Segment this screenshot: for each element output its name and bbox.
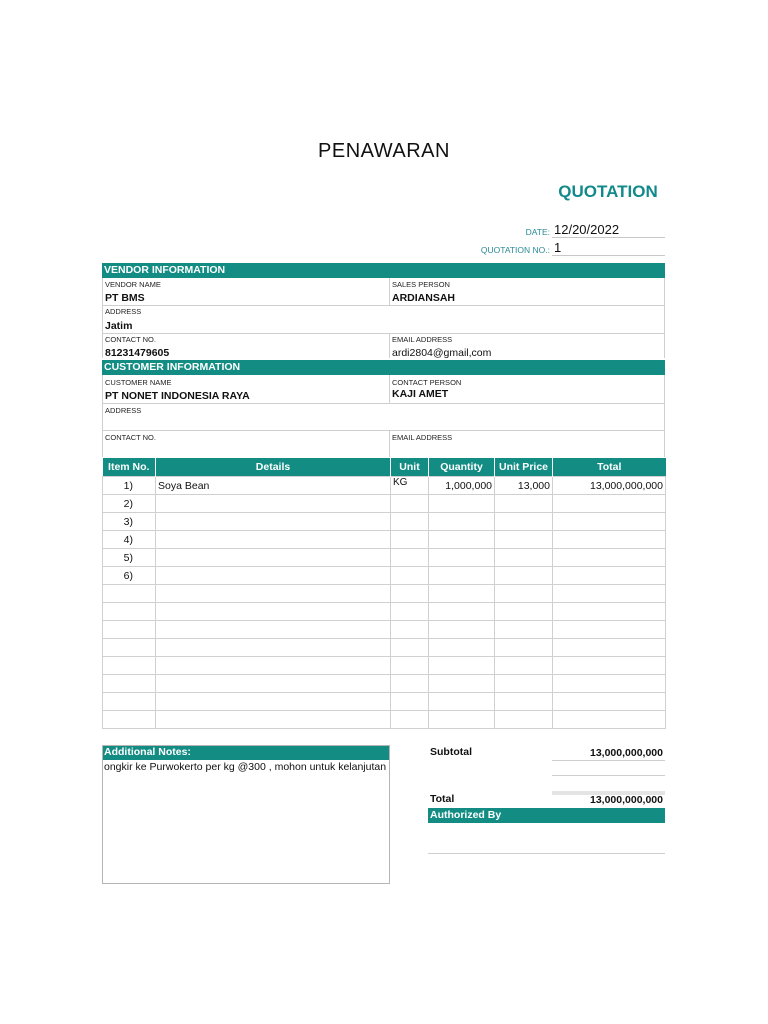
date-underline: [552, 237, 665, 238]
customer-row-line-2: [102, 430, 665, 431]
table-row: [103, 657, 666, 675]
quotation-no-value[interactable]: 1: [554, 240, 562, 255]
unit-price-cell[interactable]: [495, 711, 553, 729]
customer-name-label: CUSTOMER NAME: [105, 378, 172, 387]
quantity-cell[interactable]: [429, 567, 495, 585]
unit-price-cell[interactable]: [495, 513, 553, 531]
total-cell[interactable]: [553, 639, 666, 657]
unit-price-cell[interactable]: [495, 621, 553, 639]
items-body: [103, 477, 666, 729]
item-no-cell[interactable]: [103, 603, 156, 621]
table-row: [103, 567, 666, 585]
total-value: 13,000,000,000: [590, 794, 663, 806]
details-cell[interactable]: [156, 603, 391, 621]
signature-line[interactable]: [428, 853, 665, 854]
item-no-cell[interactable]: [103, 675, 156, 693]
unit-price-cell[interactable]: [495, 657, 553, 675]
subtotal-underline: [552, 760, 665, 761]
total-cell[interactable]: [553, 531, 666, 549]
quotation-no-underline: [552, 255, 665, 256]
item-no-cell[interactable]: 1): [103, 477, 156, 495]
document-title: PENAWARAN: [318, 140, 450, 162]
unit-cell[interactable]: [391, 549, 429, 567]
unit-cell[interactable]: [391, 567, 429, 585]
customer-email-label: EMAIL ADDRESS: [392, 433, 453, 442]
unit-price-cell[interactable]: [495, 639, 553, 657]
sales-person-label: SALES PERSON: [392, 280, 450, 289]
total-cell[interactable]: [553, 495, 666, 513]
col-header-quantity: Quantity: [429, 458, 495, 477]
unit-price-cell[interactable]: [495, 549, 553, 567]
vendor-email-label: EMAIL ADDRESS: [392, 335, 453, 344]
customer-left-border: [102, 375, 103, 457]
unit-price-cell[interactable]: [495, 567, 553, 585]
total-cell[interactable]: [553, 621, 666, 639]
details-cell[interactable]: [156, 531, 391, 549]
vendor-address-value[interactable]: Jatim: [105, 320, 133, 332]
unit-cell[interactable]: [391, 603, 429, 621]
table-row: [103, 693, 666, 711]
details-cell[interactable]: [156, 585, 391, 603]
total-cell[interactable]: [553, 603, 666, 621]
total-cell[interactable]: [553, 711, 666, 729]
quantity-cell[interactable]: [429, 675, 495, 693]
table-row: [103, 495, 666, 513]
notes-text[interactable]: ongkir ke Purwokerto per kg @300 , mohon untuk kelanjutan: [104, 761, 387, 773]
vendor-email-value[interactable]: ardi2804@gmail,com: [392, 347, 492, 359]
unit-cell[interactable]: [391, 531, 429, 549]
unit-price-cell[interactable]: [495, 585, 553, 603]
unit-cell[interactable]: [391, 693, 429, 711]
authorized-by-header: Authorized By: [428, 808, 665, 823]
vendor-row-line-1: [102, 305, 665, 306]
unit-cell[interactable]: [391, 585, 429, 603]
vendor-contact-value[interactable]: 81231479605: [105, 347, 170, 359]
item-no-cell[interactable]: [103, 639, 156, 657]
total-cell[interactable]: [553, 585, 666, 603]
quantity-cell[interactable]: 1,000,000: [429, 477, 495, 495]
item-no-cell[interactable]: 2): [103, 495, 156, 513]
vendor-divider-2: [389, 333, 390, 358]
table-row: [103, 477, 666, 495]
customer-contact-label: CONTACT NO.: [105, 433, 156, 442]
table-row: [103, 639, 666, 657]
contact-person-label: CONTACT PERSON: [392, 378, 462, 387]
details-cell[interactable]: [156, 621, 391, 639]
date-value[interactable]: 12/20/2022: [554, 222, 620, 237]
customer-name-value[interactable]: PT NONET INDONESIA RAYA: [105, 390, 250, 402]
quantity-cell[interactable]: [429, 513, 495, 531]
unit-cell[interactable]: [391, 711, 429, 729]
quantity-cell[interactable]: [429, 639, 495, 657]
details-cell[interactable]: [156, 567, 391, 585]
quantity-cell[interactable]: [429, 657, 495, 675]
details-cell[interactable]: [156, 657, 391, 675]
subtotal-label: Subtotal: [430, 746, 472, 758]
unit-price-cell[interactable]: [495, 603, 553, 621]
vendor-section-header: VENDOR INFORMATION: [102, 263, 665, 278]
quantity-cell[interactable]: [429, 549, 495, 567]
vendor-name-label: VENDOR NAME: [105, 280, 161, 289]
total-cell[interactable]: [553, 549, 666, 567]
table-row: [103, 711, 666, 729]
subtotal-value: 13,000,000,000: [590, 747, 663, 759]
total-cell[interactable]: [553, 675, 666, 693]
details-cell[interactable]: [156, 513, 391, 531]
details-cell[interactable]: [156, 639, 391, 657]
item-no-cell[interactable]: 6): [103, 567, 156, 585]
col-header-total: Total: [553, 458, 666, 477]
quantity-cell[interactable]: [429, 603, 495, 621]
details-cell[interactable]: [156, 693, 391, 711]
customer-divider-2: [389, 430, 390, 457]
vendor-address-label: ADDRESS: [105, 307, 142, 316]
customer-section-header: CUSTOMER INFORMATION: [102, 360, 665, 375]
item-no-cell[interactable]: 5): [103, 549, 156, 567]
date-label: DATE:: [525, 227, 550, 237]
table-row: [103, 531, 666, 549]
unit-price-cell[interactable]: [495, 675, 553, 693]
details-cell[interactable]: Soya Bean: [156, 477, 391, 495]
table-row: [103, 585, 666, 603]
table-row: [103, 513, 666, 531]
quantity-cell[interactable]: [429, 585, 495, 603]
table-row: [103, 675, 666, 693]
col-header-details: Details: [156, 458, 391, 477]
col-header-unit-price: Unit Price: [495, 458, 553, 477]
item-no-cell[interactable]: [103, 693, 156, 711]
unit-cell[interactable]: [391, 657, 429, 675]
unit-cell[interactable]: [391, 675, 429, 693]
total-cell[interactable]: [553, 567, 666, 585]
unit-cell[interactable]: [391, 495, 429, 513]
item-no-cell[interactable]: [103, 657, 156, 675]
vendor-row-line-2: [102, 333, 665, 334]
items-header-row: [103, 458, 666, 477]
vendor-right-border: [664, 278, 665, 358]
vendor-divider-1: [389, 278, 390, 305]
unit-cell[interactable]: [391, 513, 429, 531]
quantity-cell[interactable]: [429, 531, 495, 549]
quantity-cell[interactable]: [429, 693, 495, 711]
quantity-cell[interactable]: [429, 621, 495, 639]
items-table: [102, 458, 666, 729]
details-cell[interactable]: [156, 495, 391, 513]
item-no-cell[interactable]: [103, 621, 156, 639]
contact-person-value[interactable]: KAJI AMET: [392, 388, 449, 400]
customer-right-border: [664, 375, 665, 457]
col-header-item-no: Item No.: [103, 458, 156, 477]
summary-line-2: [552, 775, 665, 776]
vendor-left-border: [102, 278, 103, 358]
vendor-contact-label: CONTACT NO.: [105, 335, 156, 344]
item-no-cell[interactable]: [103, 585, 156, 603]
item-no-cell[interactable]: 3): [103, 513, 156, 531]
table-row: [103, 549, 666, 567]
customer-row-line-1: [102, 403, 665, 404]
unit-cell[interactable]: KG: [391, 477, 429, 495]
quotation-no-label: QUOTATION NO.:: [480, 245, 550, 255]
unit-cell[interactable]: [391, 621, 429, 639]
details-cell[interactable]: [156, 711, 391, 729]
vendor-name-value[interactable]: PT BMS: [105, 292, 145, 304]
total-cell[interactable]: 13,000,000,000: [553, 477, 666, 495]
quantity-cell[interactable]: [429, 711, 495, 729]
unit-price-cell[interactable]: 13,000: [495, 477, 553, 495]
col-header-unit: Unit: [391, 458, 429, 477]
unit-price-cell[interactable]: [495, 693, 553, 711]
table-row: [103, 621, 666, 639]
table-row: [103, 603, 666, 621]
item-no-cell[interactable]: 4): [103, 531, 156, 549]
sales-person-value[interactable]: ARDIANSAH: [392, 292, 455, 304]
item-no-cell[interactable]: [103, 711, 156, 729]
details-cell[interactable]: [156, 549, 391, 567]
total-label: Total: [430, 793, 455, 805]
notes-header: Additional Notes:: [102, 745, 390, 760]
customer-address-label: ADDRESS: [105, 406, 142, 415]
customer-divider-1: [389, 375, 390, 403]
total-cell[interactable]: [553, 657, 666, 675]
unit-price-cell[interactable]: [495, 495, 553, 513]
unit-cell[interactable]: [391, 639, 429, 657]
total-cell[interactable]: [553, 693, 666, 711]
quotation-heading: QUOTATION: [558, 182, 658, 201]
unit-price-cell[interactable]: [495, 531, 553, 549]
details-cell[interactable]: [156, 675, 391, 693]
total-cell[interactable]: [553, 513, 666, 531]
quantity-cell[interactable]: [429, 495, 495, 513]
